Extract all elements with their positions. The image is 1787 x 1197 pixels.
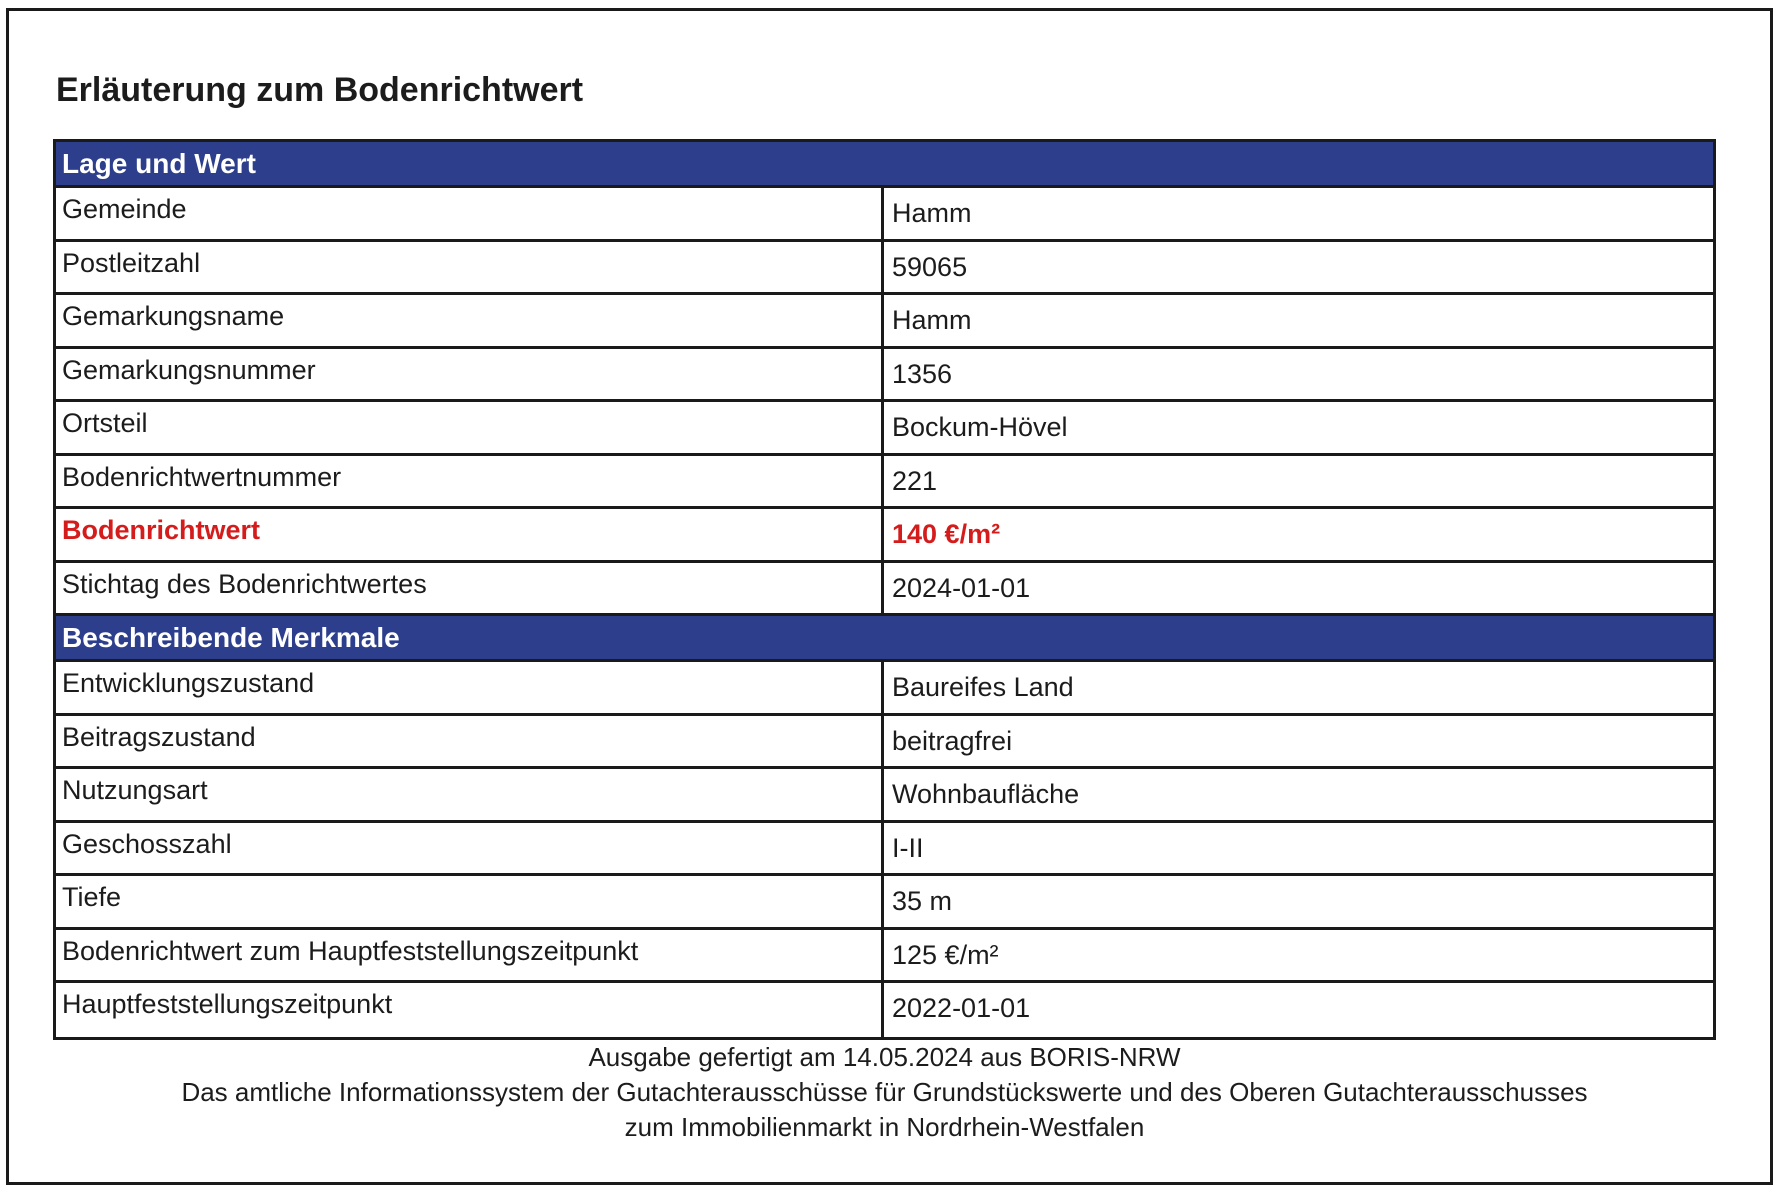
row-value: beitragfrei	[892, 725, 1013, 756]
table-row-bodenrichtwertnummer	[56, 456, 1713, 510]
row-value: 35 m	[892, 886, 953, 916]
row-value: 140 €/m²	[892, 519, 1001, 549]
row-value: Baureifes Land	[892, 672, 1074, 702]
row-value: Wohnbaufläche	[892, 779, 1080, 809]
bodenrichtwert-table	[53, 139, 1716, 1040]
table-row-postleitzahl	[56, 242, 1713, 296]
document-title: Erläuterung zum Bodenrichtwert	[56, 71, 584, 109]
row-label: Gemarkungsname	[56, 295, 884, 346]
table-row-stichtag	[56, 563, 1713, 617]
row-value: Hamm	[892, 305, 972, 335]
row-value: 2024-01-01	[892, 572, 1031, 603]
footer-line-region: zum Immobilienmarkt in Nordrhein-Westfalen	[624, 1112, 1145, 1142]
row-value: Bockum-Hövel	[892, 412, 1068, 442]
table-row-bodenrichtwert	[56, 509, 1713, 563]
table-row-entwicklungszustand	[56, 662, 1713, 716]
table-row-hauptfeststellungszeitpunkt	[56, 983, 1713, 1037]
table-row-gemeinde	[56, 188, 1713, 242]
row-label: Stichtag des Bodenrichtwertes	[56, 563, 884, 614]
row-label: Bodenrichtwertnummer	[56, 456, 884, 507]
table-row-beitragszustand	[56, 716, 1713, 770]
row-label: Nutzungsart	[56, 769, 884, 820]
row-value: 2022-01-01	[892, 993, 1031, 1023]
row-label: Hauptfeststellungszeitpunkt	[56, 983, 884, 1037]
section-header-lage-und-wert: Lage und Wert	[56, 142, 1713, 188]
row-label: Gemeinde	[56, 188, 884, 239]
row-value: Hamm	[892, 198, 972, 228]
row-label: Gemarkungsnummer	[56, 349, 884, 400]
footer-line-system: Das amtliche Informationssystem der Gutachterausschüsse für Grundstückswerte und des Oberen Gutachterausschusses	[181, 1077, 1588, 1107]
table-row-gemarkungsname	[56, 295, 1713, 349]
footer-line-issued: Ausgabe gefertigt am 14.05.2024 aus BORIS-NRW	[588, 1042, 1181, 1072]
row-label: Geschosszahl	[56, 823, 884, 874]
row-label: Postleitzahl	[56, 242, 884, 293]
table-row-ortsteil	[56, 402, 1713, 456]
row-label: Beitragszustand	[56, 716, 884, 767]
row-label: Bodenrichtwert zum Hauptfeststellungszeitpunkt	[56, 930, 884, 981]
row-value: 1356	[892, 358, 953, 389]
table-row-gemarkungsnummer	[56, 349, 1713, 403]
section-header-beschreibende-merkmale: Beschreibende Merkmale	[56, 616, 1713, 662]
row-label: Entwicklungszustand	[56, 662, 884, 713]
row-value: 125 €/m²	[892, 939, 999, 970]
row-value: I-II	[892, 832, 924, 863]
table-row-nutzungsart	[56, 769, 1713, 823]
row-value: 221	[892, 465, 938, 496]
table-row-tiefe	[56, 876, 1713, 930]
row-label: Tiefe	[56, 876, 884, 927]
row-label: Ortsteil	[56, 402, 884, 453]
row-label: Bodenrichtwert	[56, 509, 884, 560]
table-row-geschosszahl	[56, 823, 1713, 877]
table-row-bodenrichtwert-hauptfeststellung	[56, 930, 1713, 984]
footer-note	[53, 1040, 1716, 1145]
row-value: 59065	[892, 251, 968, 282]
